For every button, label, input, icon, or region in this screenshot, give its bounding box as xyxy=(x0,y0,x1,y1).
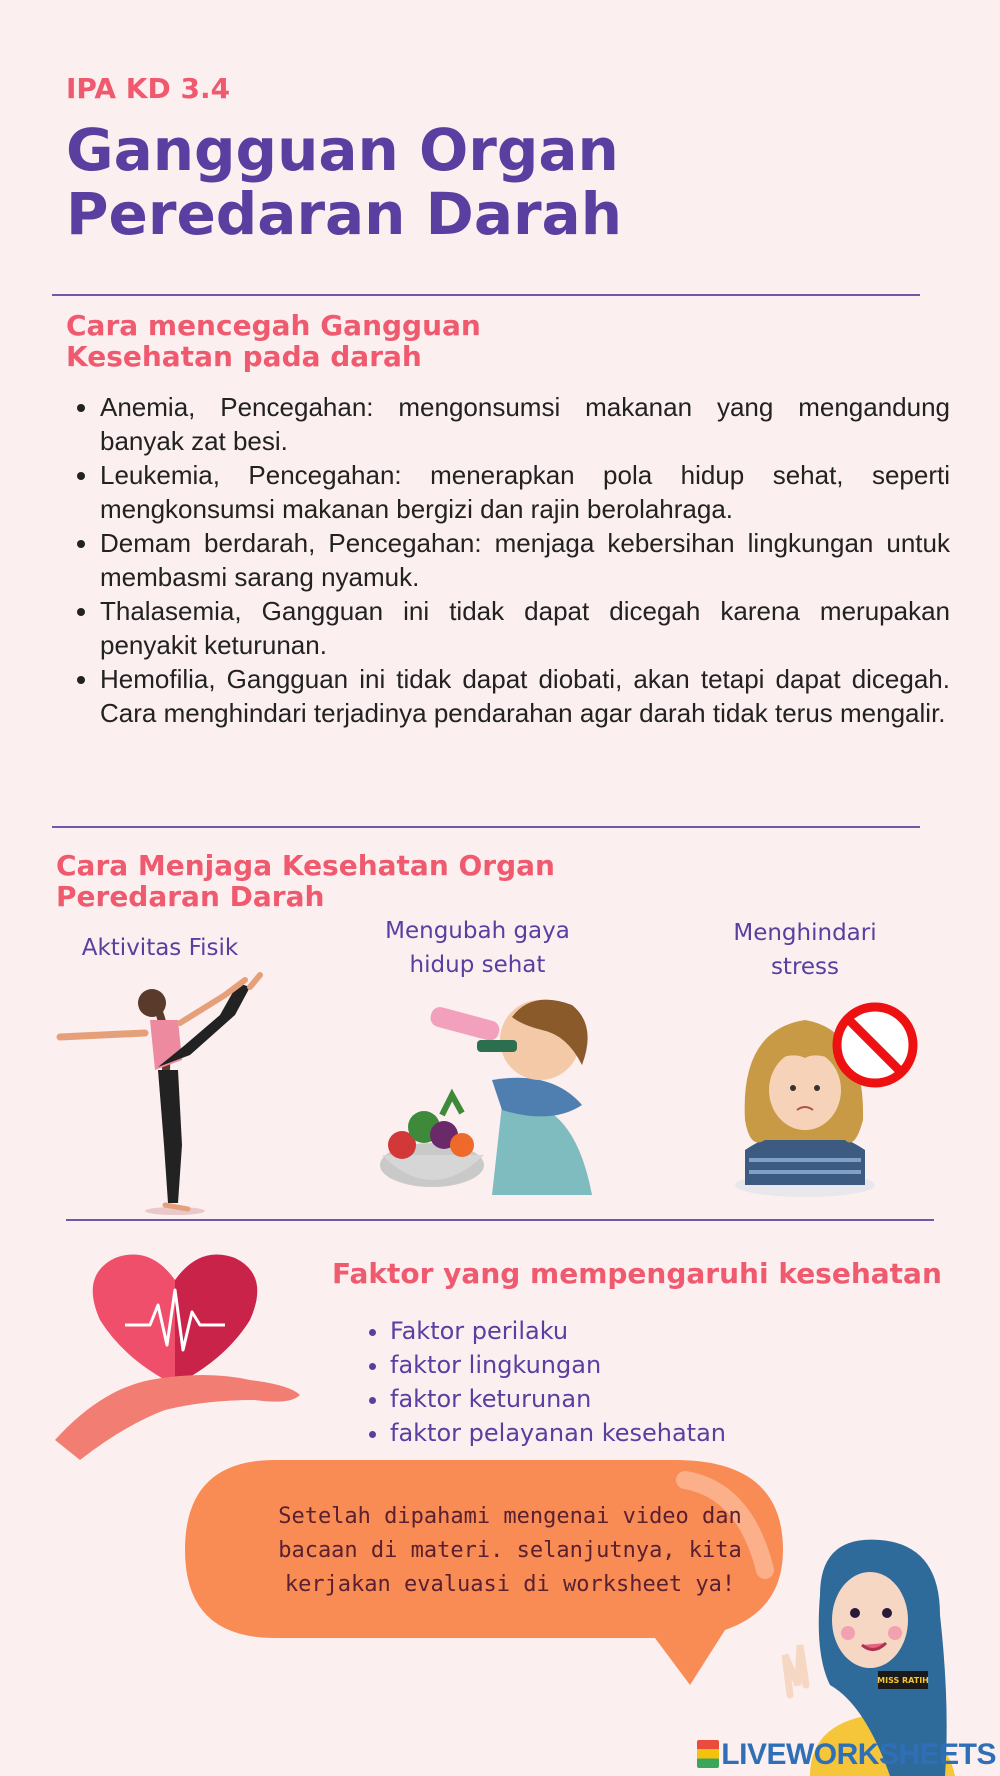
list-item: • Thalasemia, Gangguan ini tidak dapat dicegah karena merupakan penyakit keturunan. xyxy=(100,594,950,662)
prevention-heading xyxy=(66,310,481,372)
teacher-badge: MISS RATIH xyxy=(877,1676,929,1685)
health-care-heading xyxy=(56,850,555,912)
bubble-message: Setelah dipahami mengenai video dan bacaan di materi. selanjutnya, kita kerjakan evaluasi di worksheet ya! xyxy=(278,1504,742,1597)
list-item: • faktor keturunan xyxy=(390,1382,726,1416)
prevention-list xyxy=(70,390,950,730)
logo-color-tag-icon xyxy=(697,1740,719,1768)
list-item: • Leukemia, Pencegahan: menerapkan pola hidup sehat, seperti mengkonsumsi makanan bergizi dan rajin berolahraga. xyxy=(100,458,950,526)
page-title: Gangguan Organ Peredaran Darah xyxy=(66,116,622,248)
heart-in-hand-illustration xyxy=(55,1250,305,1460)
factors-heading: Faktor yang mempengaruhi kesehatan xyxy=(332,1257,942,1290)
prevention-heading-line2: Kesehatan pada darah xyxy=(66,340,422,373)
liveworksheets-logo[interactable]: LIVEWORKSHEETS xyxy=(697,1738,996,1772)
boy-drinking-illustration xyxy=(382,995,632,1205)
factors-list xyxy=(360,1314,726,1450)
prevention-heading-line1: Cara mencegah Gangguan xyxy=(66,309,481,342)
list-item: • Anemia, Pencegahan: mengonsumsi makanan yang mengandung banyak zat besi. xyxy=(100,390,950,458)
list-item: • Faktor perilaku xyxy=(390,1314,726,1348)
stressed-girl-illustration xyxy=(735,1000,925,1200)
list-item: • faktor lingkungan xyxy=(390,1348,726,1382)
caption-physical-activity: Aktivitas Fisik xyxy=(81,935,239,961)
yoga-woman-illustration xyxy=(60,975,280,1215)
divider-top xyxy=(52,294,920,296)
list-item: • faktor pelayanan kesehatan xyxy=(390,1416,726,1450)
caption-healthy-lifestyle: Mengubah gaya hidup sehat xyxy=(385,918,570,978)
list-item: • Demam berdarah, Pencegahan: menjaga kebersihan lingkungan untuk membasmi sarang nyamuk. xyxy=(100,526,950,594)
divider-lower xyxy=(66,1219,934,1221)
health-care-heading-line1: Cara Menjaga Kesehatan Organ xyxy=(56,849,555,882)
divider-middle xyxy=(52,826,920,828)
health-care-heading-line2: Peredaran Darah xyxy=(56,880,325,913)
subject-label: IPA KD 3.4 xyxy=(66,72,231,105)
caption-avoid-stress: Menghindari stress xyxy=(733,920,877,980)
list-item: • Hemofilia, Gangguan ini tidak dapat diobati, akan tetapi dapat dicegah. Cara menghindari terjadinya pendarahan agar darah tidak terus mengalir. xyxy=(100,662,950,730)
